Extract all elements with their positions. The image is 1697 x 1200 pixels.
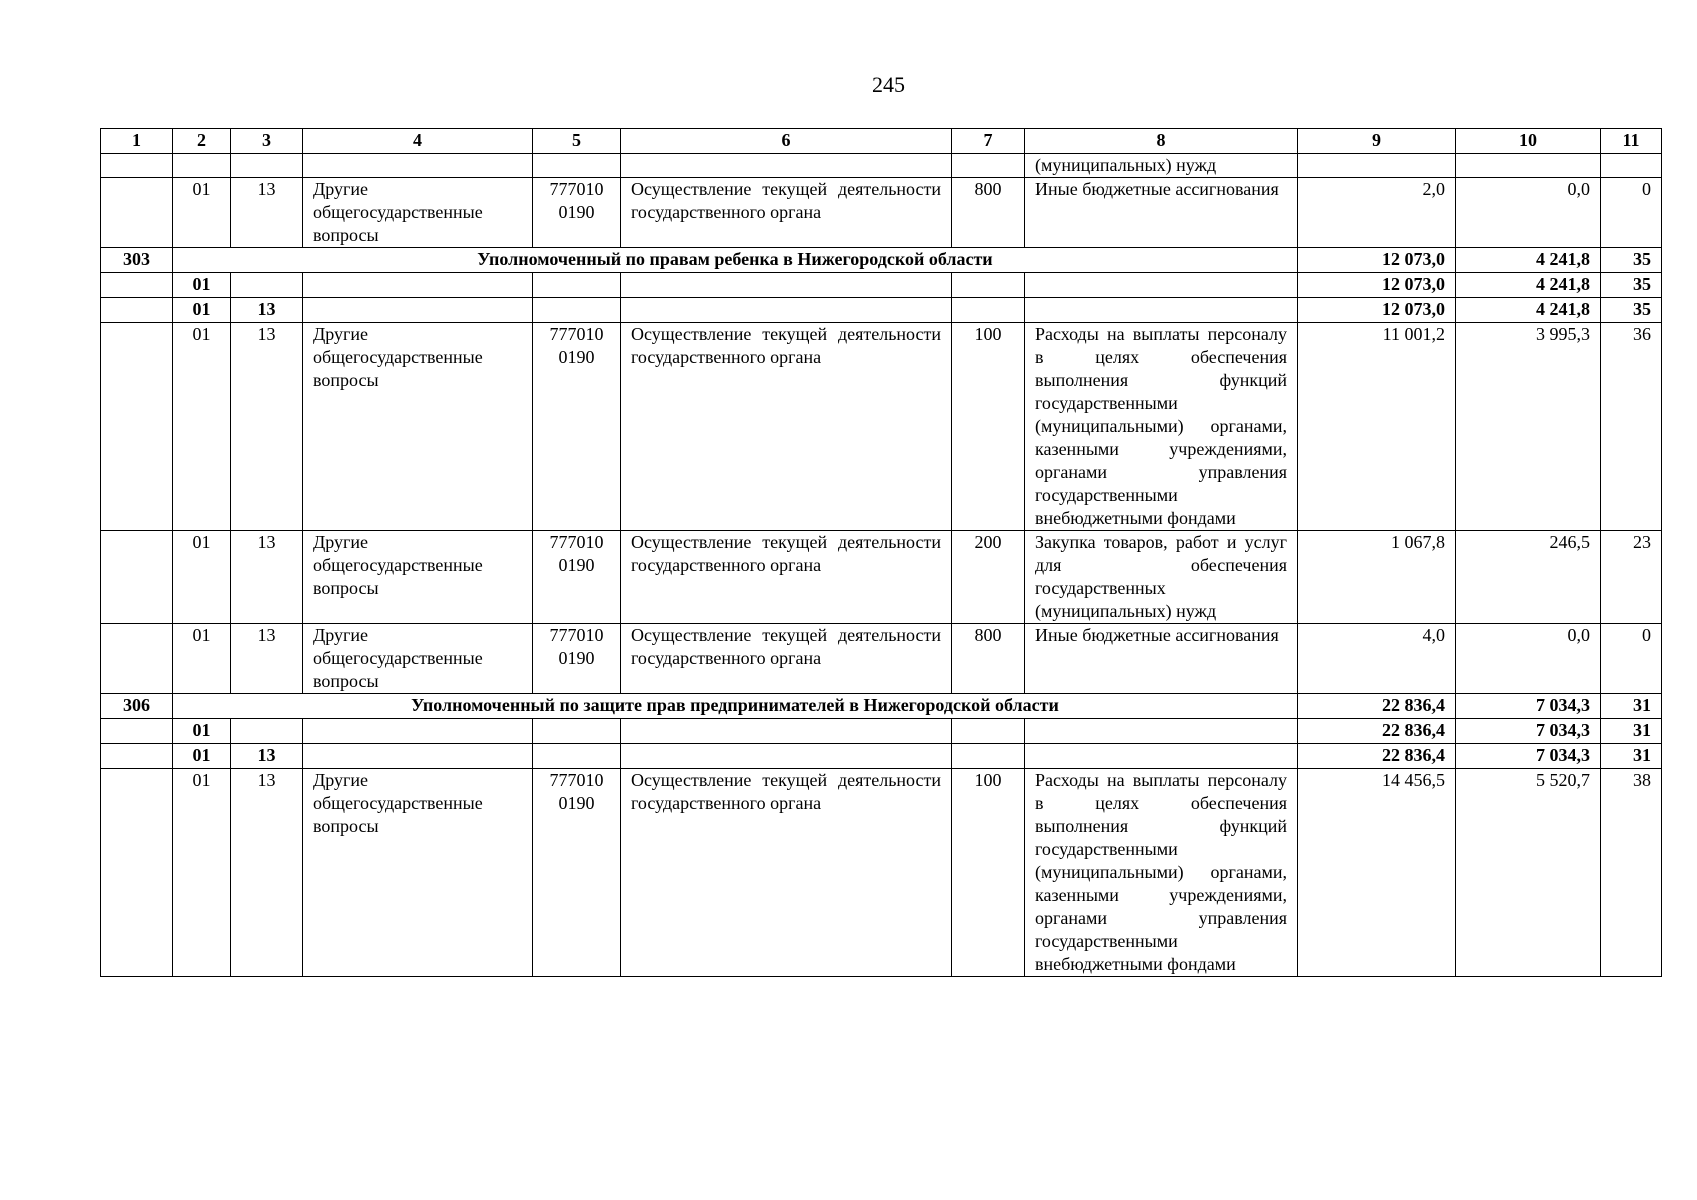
section-cell: 01 (173, 298, 231, 323)
expense-code-cell: 800 (952, 624, 1025, 694)
percent-cell: 31 (1601, 744, 1662, 769)
table-row (101, 694, 1662, 719)
expense-type-cell: Расходы на выплаты персоналу в целях обеспечения выполнения функций государственными (муниципальными) органами, казенными учреждениями, органами управления государственными внебюджетными фондами (1025, 323, 1298, 531)
target-article-name-cell: Осуществление текущей деятельности государственного органа (621, 531, 952, 624)
table-row (101, 154, 1662, 178)
target-article-cell: 777010 0190 (533, 178, 621, 248)
section-cell: 01 (173, 273, 231, 298)
actual-amount-cell: 0,0 (1456, 624, 1601, 694)
col-header-4: 4 (303, 129, 533, 154)
col-header-3: 3 (231, 129, 303, 154)
section-cell: 01 (173, 624, 231, 694)
actual-amount-cell: 246,5 (1456, 531, 1601, 624)
target-article-name-cell: Осуществление текущей деятельности государственного органа (621, 323, 952, 531)
col-header-1: 1 (101, 129, 173, 154)
plan-amount-cell: 22 836,4 (1298, 719, 1456, 744)
target-article-cell: 777010 0190 (533, 323, 621, 531)
subsection-cell: 13 (231, 298, 303, 323)
target-article-cell: 777010 0190 (533, 531, 621, 624)
expense-type-cell: Расходы на выплаты персоналу в целях обеспечения выполнения функций государственными (муниципальными) органами, казенными учреждениями, органами управления государственными внебюджетными фондами (1025, 769, 1298, 977)
header-row (101, 129, 1662, 154)
col-header-2: 2 (173, 129, 231, 154)
col-header-5: 5 (533, 129, 621, 154)
department-name-cell: Уполномоченный по правам ребенка в Нижегородской области (173, 248, 1298, 273)
percent-cell: 31 (1601, 694, 1662, 719)
subsection-cell: 13 (231, 744, 303, 769)
plan-amount-cell: 11 001,2 (1298, 323, 1456, 531)
department-code-cell: 306 (101, 694, 173, 719)
actual-amount-cell: 4 241,8 (1456, 298, 1601, 323)
percent-cell: 35 (1601, 298, 1662, 323)
budget-table (100, 128, 1662, 977)
page-number: 245 (872, 72, 905, 97)
plan-amount-cell: 22 836,4 (1298, 744, 1456, 769)
actual-amount-cell: 7 034,3 (1456, 694, 1601, 719)
subsection-cell: 13 (231, 531, 303, 624)
table-row (101, 719, 1662, 744)
percent-cell: 0 (1601, 178, 1662, 248)
target-article-cell: 777010 0190 (533, 769, 621, 977)
department-name-cell: Уполномоченный по защите прав предпринимателей в Нижегородской области (173, 694, 1298, 719)
plan-amount-cell: 1 067,8 (1298, 531, 1456, 624)
table-row (101, 531, 1662, 624)
actual-amount-cell: 0,0 (1456, 178, 1601, 248)
plan-amount-cell: 22 836,4 (1298, 694, 1456, 719)
section-cell: 01 (173, 323, 231, 531)
expense-type-cell: Иные бюджетные ассигнования (1025, 178, 1298, 248)
subsection-cell: 13 (231, 624, 303, 694)
col-header-6: 6 (621, 129, 952, 154)
subsection-cell: 13 (231, 178, 303, 248)
plan-amount-cell: 2,0 (1298, 178, 1456, 248)
col-header-10: 10 (1456, 129, 1601, 154)
percent-cell: 38 (1601, 769, 1662, 977)
subsection-name-cell: Другие общегосударственные вопросы (303, 769, 533, 977)
table-row (101, 769, 1662, 977)
expense-code-cell: 800 (952, 178, 1025, 248)
actual-amount-cell: 3 995,3 (1456, 323, 1601, 531)
actual-amount-cell: 4 241,8 (1456, 273, 1601, 298)
section-cell: 01 (173, 744, 231, 769)
subsection-name-cell: Другие общегосударственные вопросы (303, 178, 533, 248)
subsection-name-cell: Другие общегосударственные вопросы (303, 531, 533, 624)
plan-amount-cell: 12 073,0 (1298, 248, 1456, 273)
table-row (101, 624, 1662, 694)
percent-cell: 31 (1601, 719, 1662, 744)
table-row (101, 298, 1662, 323)
actual-amount-cell: 7 034,3 (1456, 744, 1601, 769)
subsection-name-cell: Другие общегосударственные вопросы (303, 323, 533, 531)
percent-cell: 36 (1601, 323, 1662, 531)
col-header-9: 9 (1298, 129, 1456, 154)
section-cell: 01 (173, 178, 231, 248)
target-article-name-cell: Осуществление текущей деятельности государственного органа (621, 769, 952, 977)
plan-amount-cell: 14 456,5 (1298, 769, 1456, 977)
expense-code-cell: 200 (952, 531, 1025, 624)
department-code-cell: 303 (101, 248, 173, 273)
percent-cell: 35 (1601, 273, 1662, 298)
section-cell: 01 (173, 719, 231, 744)
table-row (101, 323, 1662, 531)
percent-cell: 0 (1601, 624, 1662, 694)
subsection-name-cell: Другие общегосударственные вопросы (303, 624, 533, 694)
expense-type-cell: Иные бюджетные ассигнования (1025, 624, 1298, 694)
target-article-name-cell: Осуществление текущей деятельности государственного органа (621, 178, 952, 248)
table-row (101, 744, 1662, 769)
expense-type-cell: (муниципальных) нужд (1025, 154, 1298, 178)
expense-code-cell: 100 (952, 769, 1025, 977)
col-header-8: 8 (1025, 129, 1298, 154)
percent-cell: 23 (1601, 531, 1662, 624)
plan-amount-cell: 12 073,0 (1298, 273, 1456, 298)
table-row (101, 178, 1662, 248)
percent-cell: 35 (1601, 248, 1662, 273)
col-header-11: 11 (1601, 129, 1662, 154)
expense-type-cell: Закупка товаров, работ и услуг для обеспечения государственных (муниципальных) нужд (1025, 531, 1298, 624)
table-row (101, 248, 1662, 273)
section-cell: 01 (173, 531, 231, 624)
subsection-cell: 13 (231, 323, 303, 531)
plan-amount-cell: 4,0 (1298, 624, 1456, 694)
table-row (101, 273, 1662, 298)
col-header-7: 7 (952, 129, 1025, 154)
target-article-cell: 777010 0190 (533, 624, 621, 694)
target-article-name-cell: Осуществление текущей деятельности государственного органа (621, 624, 952, 694)
expense-code-cell: 100 (952, 323, 1025, 531)
actual-amount-cell: 4 241,8 (1456, 248, 1601, 273)
subsection-cell: 13 (231, 769, 303, 977)
actual-amount-cell: 7 034,3 (1456, 719, 1601, 744)
actual-amount-cell: 5 520,7 (1456, 769, 1601, 977)
plan-amount-cell: 12 073,0 (1298, 298, 1456, 323)
section-cell: 01 (173, 769, 231, 977)
